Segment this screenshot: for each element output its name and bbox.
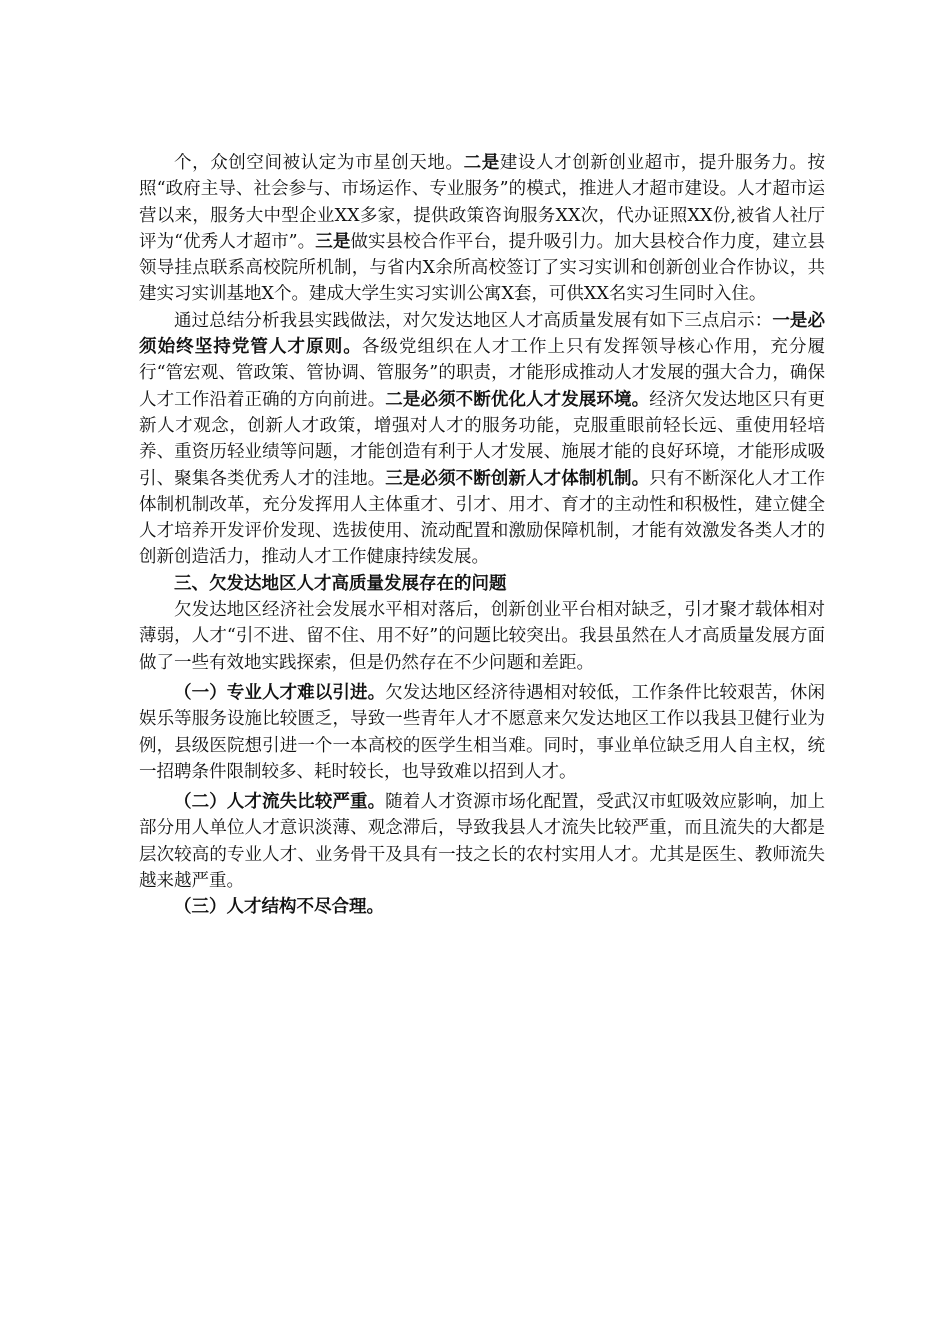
- text-run: 各级党组织在人才工作上只有发挥领导核心作用，充分履行“管宏观、管政策、管协调、管服务”的职责，才能形成推动人才发展的强大合力，确保人才工作沿着正确的方向前进。: [139, 337, 826, 410]
- bold-run: 一是必须始终坚持党管人才原则。: [139, 310, 826, 358]
- bold-run: （一）专业人才难以引进。: [174, 682, 386, 703]
- bold-run: 三是: [315, 231, 351, 252]
- text-run: 欠发达地区经济社会发展水平相对落后，创新创业平台相对缺乏，引才聚才载体相对薄弱，人才“引不进、留不住、用不好”的问题比较突出。我县虽然在人才高质量发展方面做了一些有效地实践探索，但是仍然存在不少问题和差距。: [139, 600, 825, 673]
- document-page: [139, 150, 825, 921]
- text-run: 经济欠发达地区只有更新人才观念，创新人才政策，增强对人才的服务功能，克服重眼前轻长远、重使用轻培养、重资历轻业绩等问题，才能创造有利于人才发展、施展才能的良好环境，才能形成吸引、聚集各类优秀人才的洼地。: [139, 389, 826, 489]
- text-run: 欠发达地区经济待遇相对较低，工作条件比较艰苦，休闲娱乐等服务设施比较匮乏，导致一些青年人才不愿意来欠发达地区工作以我县卫健行业为例，县级医院想引进一个一本高校的医学生相当难。同时，事业单位缺乏用人自主权，统一招聘条件限制较多、耗时较长，也导致难以招到人才。: [139, 682, 826, 782]
- bold-run: （三）人才结构不尽合理。: [174, 897, 384, 918]
- section-heading: 三、欠发达地区人才高质量发展存在的问题: [174, 573, 507, 594]
- bold-run: 三是必须不断创新人才体制机制。: [385, 468, 650, 489]
- paragraph-insights: [139, 308, 825, 571]
- text-run: 做实县校合作平台，提升吸引力。加大县校合作力度，建立县领导挂点联系高校院所机制，与省内X余所高校签订了实习实训和创新创业合作协议，共建实习实训基地X个。建成大学生实习实训公寓X套，可供XX名实习生同时入住。: [139, 231, 825, 305]
- paragraph-platforms: [139, 150, 825, 308]
- bold-run: 二是必须不断优化人才发展环境。: [385, 389, 650, 410]
- text-run: 建设人才创新创业超市，提升服务力。按照“政府主导、社会参与、市场运作、专业服务”的模式，推进人才超市建设。人才超市运营以来，服务大中型企业XX多家，提供政策咨询服务XX次，代办证照XX份,被省人社厅评为“优秀人才超市”。: [139, 153, 826, 252]
- bold-run: 二是: [463, 153, 500, 173]
- bold-run: （二）人才流失比较严重。: [174, 792, 386, 813]
- paragraph-problem-3: [139, 894, 825, 920]
- text-run: 只有不断深化人才工作体制机制改革，充分发挥用人主体重才、引才、用才、育才的主动性和积极性，建立健全人才培养开发评价发现、选拔使用、流动配置和激励保障机制，才能有效激发各类人才的创新创造活力，推动人才工作健康持续发展。: [139, 468, 826, 568]
- text-run: 随着人才资源市场化配置，受武汉市虹吸效应影响，加上部分用人单位人才意识淡薄、观念滞后，导致我县人才流失比较严重，而且流失的大都是层次较高的专业人才、业务骨干及具有一技之长的农村实用人才。尤其是医生、教师流失越来越严重。: [139, 792, 826, 892]
- text-run: 通过总结分析我县实践做法，对欠发达地区人才高质量发展有如下三点启示：: [174, 310, 773, 331]
- paragraph-problem-2: [139, 789, 825, 894]
- paragraph-problem-1: [139, 680, 825, 785]
- paragraph-problems-intro: [139, 597, 825, 676]
- text-run: 个，众创空间被认定为市星创天地。: [174, 153, 464, 173]
